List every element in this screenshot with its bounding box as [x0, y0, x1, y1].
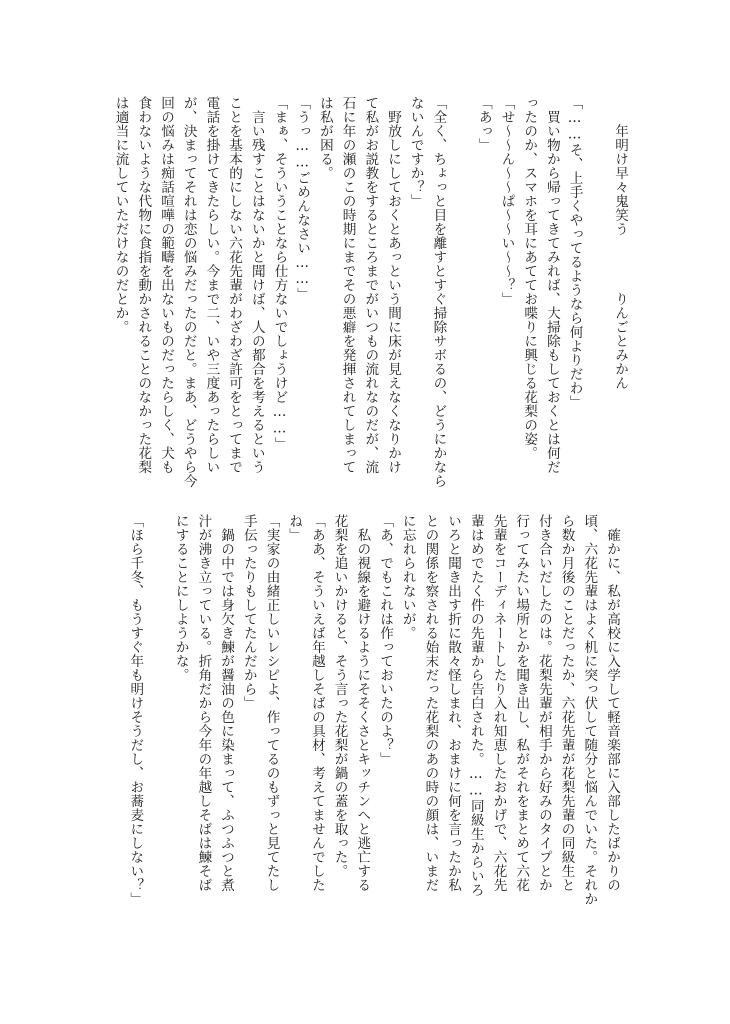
top-text-block — [101, 96, 631, 496]
text-column: 買い物から帰ってきてみれば、大掃除もしておくとは何だ — [543, 96, 560, 474]
bottom-text-block — [103, 514, 623, 914]
text-column: に忘れられないが。 — [399, 514, 416, 640]
text-column: 「……そ、上手くやってるようなら何よりだわ」 — [566, 96, 583, 409]
text-column: 回の悩みは痴話喧嘩の範疇を出ないものだったらしく、犬も — [158, 96, 174, 474]
text-column — [146, 514, 169, 914]
text-column: 「全く、ちょっと目を離すとすぐ掃除サボるの、どうにかなら — [430, 96, 447, 488]
text-column: 私の視線を避けるようにそそくさとキッチンへと逃亡する — [354, 514, 371, 892]
text-column: 頃、六花先輩はよく机に突っ伏して随分と悩んでいた。それか — [581, 514, 598, 906]
text-column: にすることにしようかな。 — [172, 514, 189, 682]
text-column: 先輩をコーディネートしたり入れ知恵したおかげで、六花先 — [490, 514, 507, 892]
text-column — [586, 96, 609, 496]
text-column: との関係を察される始末だった花梨のあの時の顔は、いまだ — [422, 514, 439, 892]
text-column: 「実家の由緒正しいレシピよ、作ってるのもずっと見てたし — [263, 514, 280, 892]
text-column: て私がお説教をするところまでがいつもの流れなのだが、流 — [362, 96, 379, 474]
text-column: 言い残すことはないかと聞けば、人の都合を考えるという — [248, 96, 265, 474]
text-column: いろと聞き出す折に散々怪しまれ、おまけに何を言ったか私 — [445, 514, 462, 892]
text-column: 野放しにしておくとあっという間に床が見えなくなりかけ — [385, 96, 401, 474]
text-column: 行ってみたい場所とかを聞き出し、私がそれをまとめて六花 — [513, 514, 530, 892]
text-column: が、決まってそれは恋の悩みだったのだと。まあ、どうやら今 — [180, 96, 197, 488]
text-column: 「ほら千冬、もうすぐ年も明けそうだし、お蕎麦にしない？」 — [127, 514, 144, 906]
text-column: 手伝ったりもしてたんだから」 — [240, 514, 257, 710]
text-column — [449, 96, 472, 496]
text-column: 「まぁ、そういうことなら仕方ないでしょうけど……」 — [271, 96, 288, 451]
text-column: 「せ〜〜ん〜〜ぱ〜〜い〜〜？」 — [498, 96, 515, 306]
text-column: 輩はめでたく件の先輩から告白された。……同級生からいろ — [467, 514, 484, 897]
text-column: 「うっ……ごめんなさい……」 — [294, 96, 311, 302]
text-column: 電話を掛けてきたらしい。今まで二、いや三度あったらしい — [203, 96, 220, 474]
text-column: 「あっ」 — [475, 96, 492, 152]
text-column: 確かに、私が高校に入学して軽音楽部に入部したばかりの — [604, 514, 620, 892]
text-column: ないんですか？」 — [407, 96, 424, 208]
text-column: 鍋の中では身欠き鰊が醤油の色に染まって、ふつふつと煮 — [218, 514, 235, 892]
text-column: 食わないような代物に食指を動かされることのなかった花梨 — [135, 96, 152, 474]
text-column: ことを基本的にしない六花先輩がわざわざ許可をとってまで — [226, 96, 243, 474]
text-column: は私が困る。 — [316, 96, 333, 180]
text-column: ら数か月後のことだったか、六花先輩が花梨先輩の同級生と — [558, 514, 575, 892]
text-column: 「ああ、そういえば年越しそばの具材、考えてませんでした — [308, 514, 325, 892]
text-column: 花梨を追いかけると、そう言った花梨が鍋の蓋を取った。 — [331, 514, 348, 878]
text-column: は適当に流していただけなのだとか。 — [112, 96, 129, 334]
text-column: 「あ、でもこれは作っておいたのよ？」 — [377, 514, 393, 766]
text-column: 汁が沸き立っている。折角だから今年の年越しそばは鰊そば — [195, 514, 212, 892]
text-column: ね」 — [286, 514, 303, 542]
text-column: 付き合いだしたのは。花梨先輩が相手から好みのタイプとか — [535, 514, 552, 892]
text-column: 石に年の瀬のこの時期にまでその悪癖を発揮されてしまって — [339, 96, 356, 474]
text-column: ったのか、スマホを耳にあててお喋りに興じる花梨の姿。 — [521, 96, 538, 460]
title-line: 年明け早々鬼笑う りんごとみかん — [612, 96, 628, 390]
